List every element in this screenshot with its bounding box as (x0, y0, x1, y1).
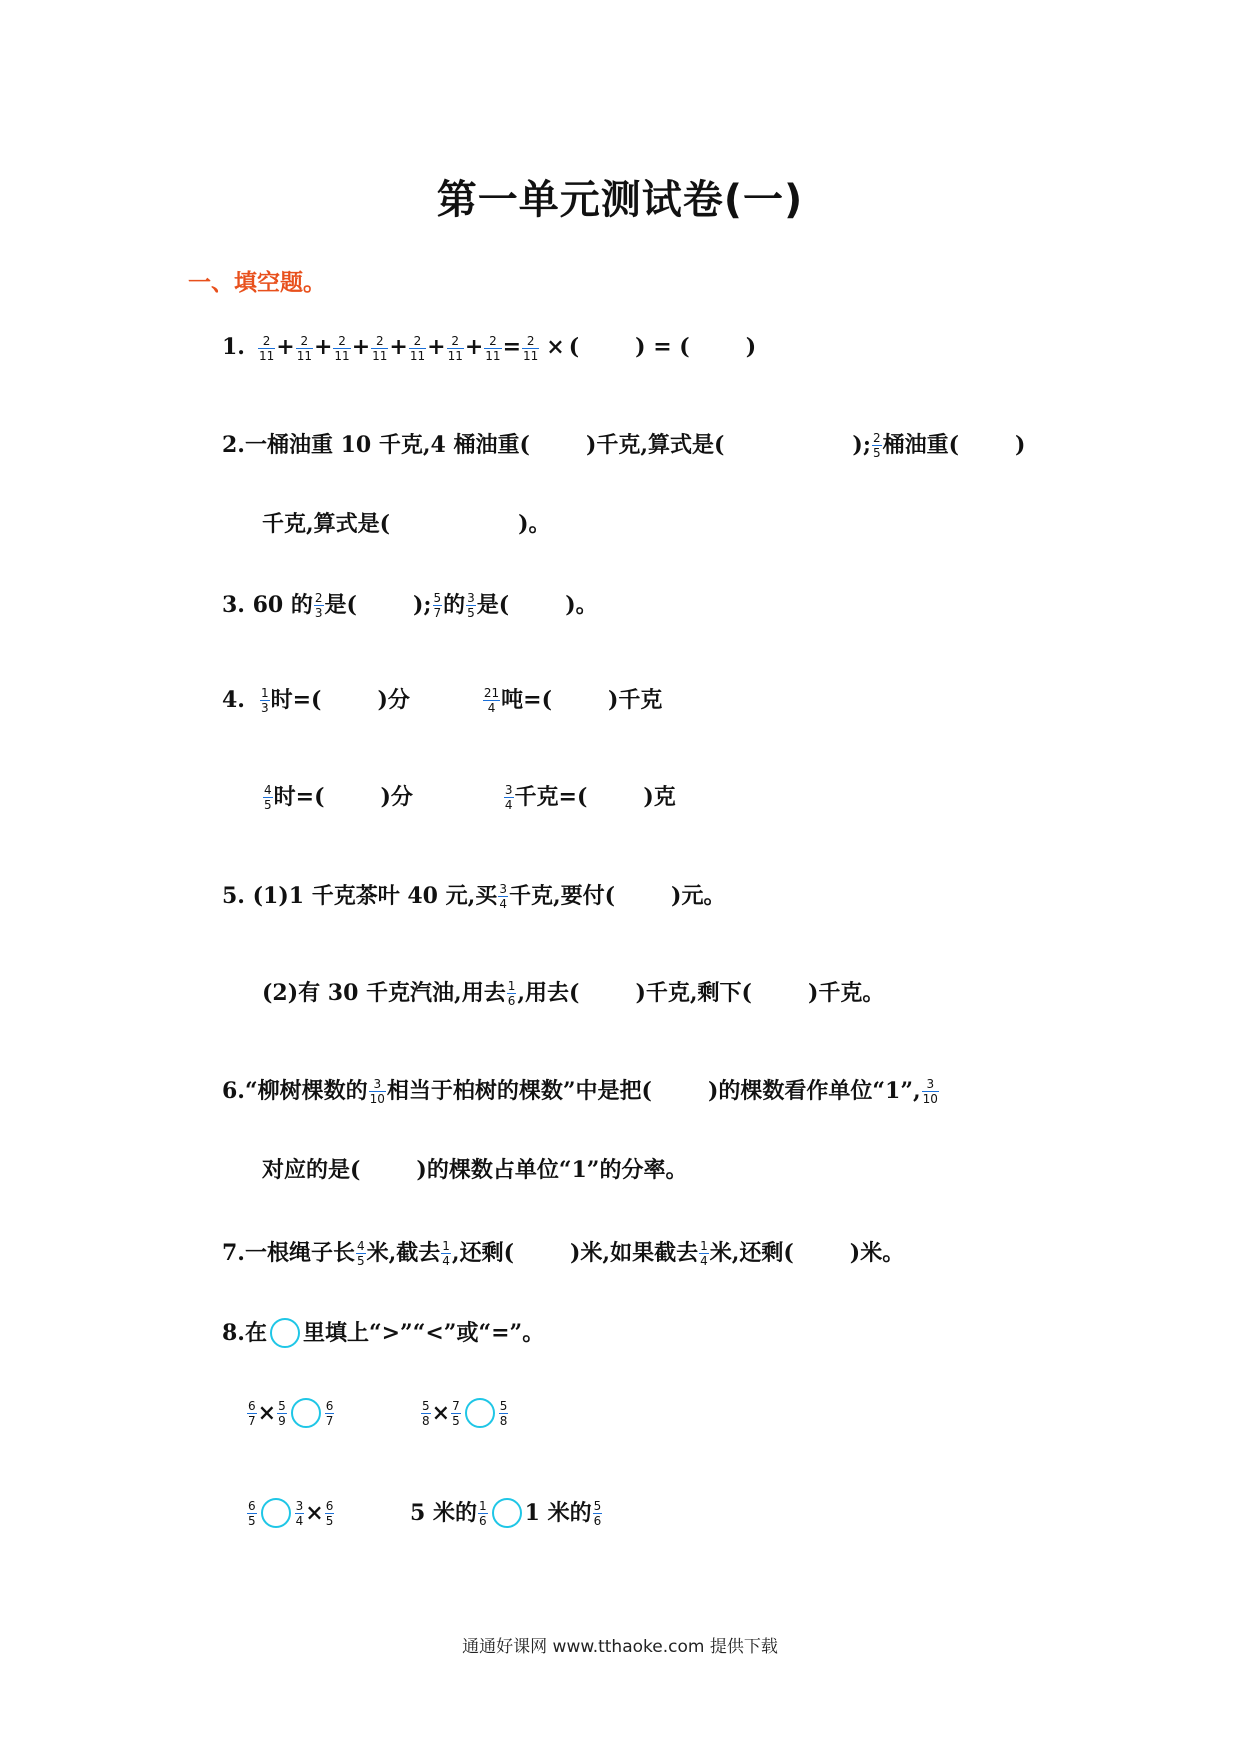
text: ); (852, 432, 871, 458)
operator: + (276, 334, 295, 360)
fraction: $\frac{2}{11}$ (258, 333, 275, 363)
text: )米。 (849, 1240, 905, 1266)
fraction: $\frac{5}{9}$ (278, 1398, 286, 1428)
text: 千克,要付( (508, 883, 616, 909)
open-paren: ( (568, 334, 580, 360)
text: 8.在 (222, 1320, 267, 1346)
fraction: $\frac{5}{8}$ (422, 1398, 430, 1428)
question-2-line-2 (262, 504, 551, 544)
text: 千克,算式是( (262, 511, 391, 537)
operator: + (313, 334, 333, 360)
answer-circle[interactable] (492, 1498, 522, 1528)
text: )的棵数看作单位“1”, (707, 1078, 921, 1104)
text: 里填上“>”“<”或“=”。 (302, 1320, 545, 1346)
question-5-line-2 (262, 973, 884, 1013)
fraction: $\frac{1}{3}$ (260, 685, 269, 715)
question-4-line-2 (262, 777, 676, 817)
text: 的 (443, 592, 466, 618)
fraction: $\frac{5}{8}$ (499, 1398, 508, 1428)
text: 千克=( (514, 784, 588, 810)
page-footer: 通通好课网 www.tthaoke.com 提供下载 (462, 1637, 778, 1657)
operator: + (427, 334, 446, 360)
question-1 (222, 327, 756, 367)
text: 桶油重( (882, 432, 960, 458)
fraction: $\frac{3}{4}$ (499, 881, 507, 911)
times-sign: × (257, 1400, 277, 1426)
text: 5 米的 (410, 1500, 477, 1526)
operator: + (351, 334, 371, 360)
compare-row-1-a (246, 1393, 335, 1433)
fraction: $\frac{6}{7}$ (325, 1398, 334, 1428)
text: )的棵数占单位“1”的分率。 (416, 1157, 688, 1183)
section-heading: 一、填空题。 (188, 270, 326, 296)
text: )千克,剩下( (635, 980, 752, 1006)
question-6-line-1 (222, 1071, 940, 1111)
answer-circle[interactable] (291, 1398, 321, 1428)
fraction: $\frac{6}{5}$ (325, 1498, 334, 1528)
text: 吨=( (501, 687, 552, 713)
fraction: $\frac{6}{5}$ (248, 1498, 256, 1528)
fraction: $\frac{2}{11}$ (409, 333, 426, 363)
fraction: $\frac{1}{4}$ (700, 1238, 708, 1268)
text: 米,截去 (366, 1240, 441, 1266)
fraction: $\frac{5}{7}$ (433, 590, 442, 620)
fraction: $\frac{2}{5}$ (872, 430, 881, 460)
eq-paren: ) = ( (635, 334, 690, 360)
fraction: $\frac{3}{5}$ (467, 590, 475, 620)
text: 米,还剩( (709, 1240, 794, 1266)
text: )千克 (608, 687, 663, 713)
question-3 (222, 585, 598, 625)
question-6-line-2 (262, 1150, 687, 1190)
text: (2)有 30 千克汽油,用去 (262, 980, 506, 1006)
fraction: $\frac{2}{11}$ (485, 333, 501, 363)
fraction: $\frac{3}{4}$ (295, 1498, 304, 1528)
question-number: 1. (222, 334, 245, 360)
fraction: $\frac{6}{7}$ (248, 1398, 256, 1428)
close-paren: ) (745, 334, 757, 360)
text: 6.“柳树棵数的 (222, 1078, 368, 1104)
fraction: $\frac{7}{5}$ (452, 1398, 460, 1428)
text: )米,如果截去 (570, 1240, 699, 1266)
fraction: $\frac{1}{6}$ (478, 1498, 487, 1528)
question-5-line-1 (222, 876, 725, 916)
fraction: $\frac{4}{5}$ (264, 782, 272, 812)
text: )。 (565, 592, 598, 618)
text: )。 (518, 511, 551, 537)
text: 是( (324, 592, 357, 618)
times-sign: × (305, 1500, 324, 1526)
fraction: $\frac{2}{3}$ (314, 590, 323, 620)
answer-circle[interactable] (270, 1318, 300, 1348)
text: 1 米的 (524, 1500, 592, 1526)
question-number: 4. (222, 687, 245, 713)
answer-circle[interactable] (465, 1398, 495, 1428)
text: 7.一根绳子长 (222, 1240, 355, 1266)
operator: + (464, 334, 484, 360)
text: ) (1015, 432, 1026, 458)
times-sign: × (546, 334, 565, 360)
text: )克 (643, 784, 676, 810)
answer-circle[interactable] (261, 1498, 291, 1528)
page-title: 第一单元测试卷(一) (436, 177, 804, 223)
question-4-line-1 (222, 680, 662, 720)
fraction: $\frac{2}{11}$ (334, 333, 350, 363)
text: 时=( (270, 687, 322, 713)
question-8 (222, 1313, 544, 1353)
fraction: $\frac{3}{4}$ (504, 782, 513, 812)
text: 相当于柏树的棵数”中是把( (386, 1078, 652, 1104)
compare-row-2-b (410, 1493, 603, 1533)
fraction: $\frac{1}{6}$ (507, 978, 516, 1008)
fraction: $\frac{2}{11}$ (372, 333, 388, 363)
text: 时=( (273, 784, 325, 810)
text: 2.一桶油重 10 千克,4 桶油重( (222, 432, 530, 458)
text: )分 (380, 784, 413, 810)
text: ,还剩( (451, 1240, 514, 1266)
fraction: $\frac{2}{11}$ (447, 333, 463, 363)
fraction: $\frac{3}{10}$ (922, 1076, 938, 1106)
times-sign: × (431, 1400, 451, 1426)
text: )千克,算式是( (585, 432, 725, 458)
text: )元。 (671, 883, 726, 909)
fraction: $\frac{5}{6}$ (593, 1498, 602, 1528)
question-7 (222, 1233, 904, 1273)
operator: = (502, 334, 521, 360)
fraction: $\frac{4}{5}$ (356, 1238, 365, 1268)
fraction: $\frac{2}{11}$ (523, 333, 539, 363)
text: 5. (1)1 千克茶叶 40 元,买 (222, 883, 498, 909)
text: )千克。 (807, 980, 885, 1006)
fraction: $\frac{3}{10}$ (369, 1076, 385, 1106)
operator: + (389, 334, 408, 360)
text: 3. 60 的 (222, 592, 313, 618)
text: 对应的是( (262, 1157, 361, 1183)
fraction-sum (257, 327, 540, 367)
fraction: $\frac{1}{4}$ (442, 1238, 450, 1268)
fraction: $\frac{21}{4}$ (483, 685, 500, 715)
fraction: $\frac{2}{11}$ (296, 333, 312, 363)
text: 是( (476, 592, 510, 618)
compare-row-2-a (246, 1493, 335, 1533)
question-2-line-1 (222, 425, 1025, 465)
compare-row-1-b (420, 1393, 509, 1433)
text: ,用去( (517, 980, 580, 1006)
text: ); (412, 592, 432, 618)
text: )分 (377, 687, 410, 713)
